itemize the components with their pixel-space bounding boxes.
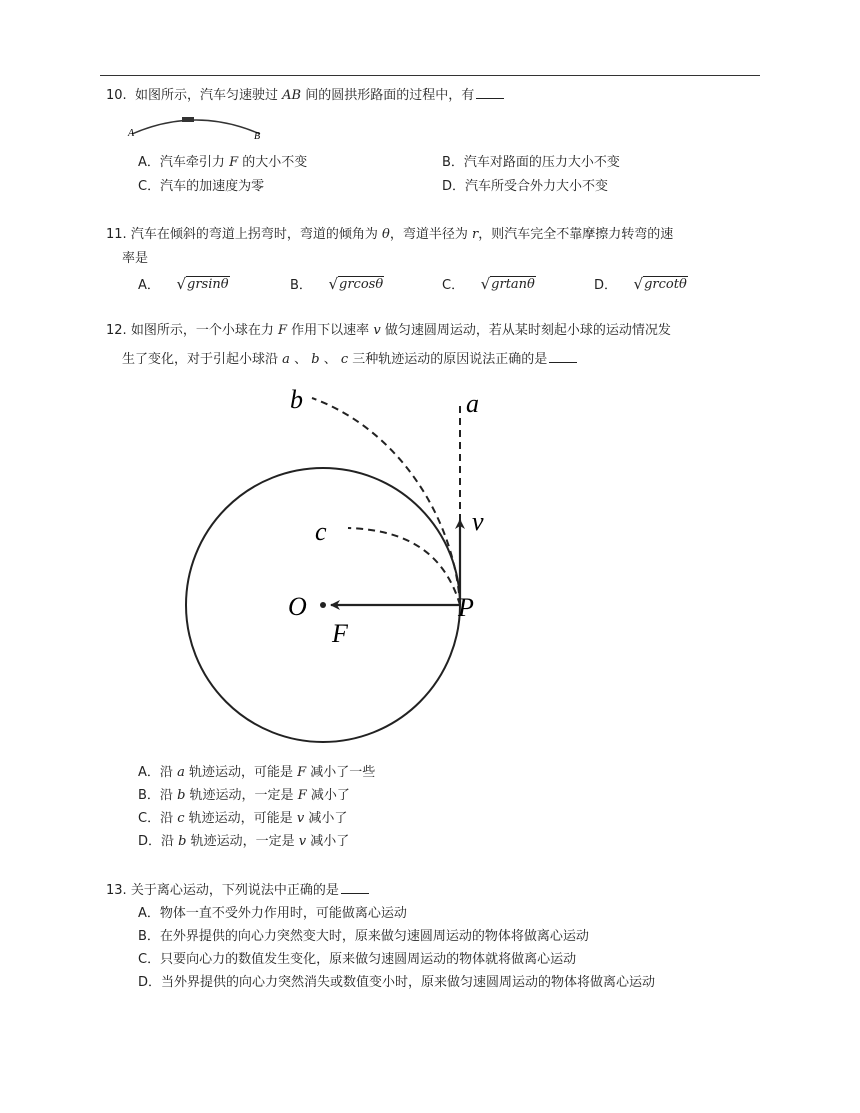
q10-stem: 10. 如图所示，汽车匀速驶过 AB 间的圆拱形路面的过程中，有 xyxy=(106,86,504,105)
q12-option-b[interactable]: B．沿 b 轨迹运动，一定是 F 减小了 xyxy=(138,788,350,803)
label-F: F xyxy=(332,619,348,648)
answer-blank[interactable] xyxy=(549,350,577,363)
label-c: c xyxy=(315,517,327,546)
q11-option-a[interactable]: A． √ grsinθ xyxy=(138,275,229,293)
sqrt-expression: √ grtanθ xyxy=(480,275,535,293)
q11-stem-line2: 率是 xyxy=(122,251,149,266)
q13-option-d[interactable]: D．当外界提供的向心力突然消失或数值变小时，原来做匀速圆周运动的物体将做离心运动 xyxy=(138,975,656,990)
label-P: P xyxy=(458,593,474,622)
q12-option-c[interactable]: C．沿 c 轨迹运动，可能是 v 减小了 xyxy=(138,811,348,826)
label-O: O xyxy=(288,592,307,621)
label-B: B xyxy=(254,131,261,142)
label-a: a xyxy=(466,389,479,418)
q13-option-a[interactable]: A．物体一直不受外力作用时，可能做离心运动 xyxy=(138,906,407,921)
sqrt-expression: √ grcotθ xyxy=(633,275,687,293)
q12-stem-line2: 生了变化，对于引起小球沿 a 、 b 、 c 三种轨迹运动的原因说法正确的是 xyxy=(122,350,577,369)
trajectory-b xyxy=(312,398,460,605)
sqrt-expression: √ grsinθ xyxy=(176,275,229,293)
q10-arch-figure xyxy=(126,112,266,142)
q13-option-b[interactable]: B．在外界提供的向心力突然变大时，原来做匀速圆周运动的物体将做离心运动 xyxy=(138,929,589,944)
sqrt-expression: √ grcosθ xyxy=(328,275,384,293)
answer-blank[interactable] xyxy=(476,86,504,99)
label-v: v xyxy=(472,507,484,536)
q12-stem: 12. 如图所示，一个小球在力 F 作用下以速率 v 做匀速圆周运动，若从某时刻起小球的运动情况发 xyxy=(106,323,671,338)
q12-circular-motion-figure xyxy=(170,380,510,760)
q12-option-d[interactable]: D．沿 b 轨迹运动，一定是 v 减小了 xyxy=(138,834,350,849)
q12-option-a[interactable]: A．沿 a 轨迹运动，可能是 F 减小了一些 xyxy=(138,765,376,780)
header-rule xyxy=(100,75,760,76)
car-shape xyxy=(182,117,194,122)
q13-stem: 13. 关于离心运动，下列说法中正确的是 xyxy=(106,881,369,900)
q11-option-b[interactable]: B． √ grcosθ xyxy=(290,275,384,293)
q10-option-a[interactable]: A．汽车牵引力 F 的大小不变 xyxy=(138,155,308,170)
label-A: A xyxy=(128,128,135,139)
label-b: b xyxy=(290,385,303,414)
q11-stem: 11. 汽车在倾斜的弯道上拐弯时，弯道的倾角为 θ，弯道半径为 r，则汽车完全不靠摩擦力转弯的速 xyxy=(106,227,674,242)
q10-option-d[interactable]: D．汽车所受合外力大小不变 xyxy=(442,179,609,194)
center-point xyxy=(320,602,326,608)
q13-option-c[interactable]: C．只要向心力的数值发生变化，原来做匀速圆周运动的物体就将做离心运动 xyxy=(138,952,577,967)
answer-blank[interactable] xyxy=(341,881,369,894)
q11-option-c[interactable]: C． √ grtanθ xyxy=(442,275,535,293)
q11-option-d[interactable]: D． √ grcotθ xyxy=(594,275,687,293)
q10-option-b[interactable]: B．汽车对路面的压力大小不变 xyxy=(442,155,620,170)
q10-option-c[interactable]: C．汽车的加速度为零 xyxy=(138,179,265,194)
arch-road xyxy=(132,120,260,134)
